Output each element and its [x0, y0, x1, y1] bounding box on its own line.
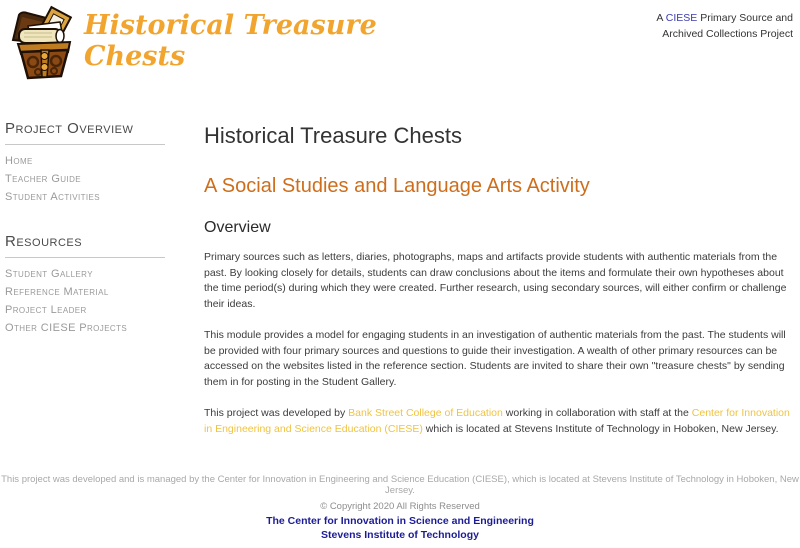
main-content: [204, 118, 796, 453]
tagline-line2: Archived Collections Project: [662, 28, 793, 40]
sidebar-item-student-gallery[interactable]: Student Gallery: [5, 268, 93, 280]
copyright-block: [0, 500, 800, 542]
overview-paragraph-3: [204, 406, 796, 437]
sidebar-item-project-leader[interactable]: Project Leader: [5, 304, 87, 316]
sidebar: [5, 120, 165, 364]
sidebar-section-resources: [5, 233, 165, 337]
bank-street-college-link[interactable]: Bank Street College of Education: [348, 407, 503, 419]
ciese-link[interactable]: CIESE: [665, 12, 698, 24]
ciese-footer-link[interactable]: The Center for Innovation in Science and Engineering: [266, 515, 534, 527]
stevens-footer-link[interactable]: Stevens Institute of Technology: [321, 529, 479, 541]
paragraph3-part1: This project was developed by: [204, 407, 349, 419]
footer-note: This project was developed and is managed by the Center for Innovation in Engineering and Science Education (CIESE), which is located at Stevens Institute of Technology in Hoboken, New Jersey.: [1, 474, 799, 496]
treasure-chest-icon: [8, 4, 78, 84]
site-tagline: [656, 10, 793, 42]
tagline-part1: A: [656, 12, 666, 24]
logo-title-line1: Historical Treasure: [84, 10, 377, 41]
sidebar-item-student-activities[interactable]: Student Activities: [5, 191, 100, 203]
sidebar-item-home[interactable]: Home: [5, 155, 33, 167]
site-logo[interactable]: [8, 4, 377, 84]
sidebar-item-teacher-guide[interactable]: Teacher Guide: [5, 173, 81, 185]
overview-paragraph-2: This module provides a model for engaging students in an investigation of authentic materials from the past. The students will be provided with four primary sources and questions to guide their investigation. A wealth of other primary resources can be accessed on the websites listed in the reference section. Students are invited to share their own "treasure chests" by sending them in for posting in the Student Gallery.: [204, 329, 786, 388]
sidebar-heading-resources: Resources: [5, 233, 165, 258]
overview-paragraph-1: Primary sources such as letters, diaries, photographs, maps and artifacts provide students with authentic materials from the past. By looking closely for details, students can draw conclusions about the items and formulate their own hypotheses about the time period(s) during which they were created. Further research, using secondary sources, will either confirm or challenge their ideas.: [204, 251, 787, 310]
tagline-part2: Primary Source and: [697, 12, 793, 24]
overview-heading: Overview: [204, 219, 271, 236]
page-title: Historical Treasure Chests: [204, 123, 462, 148]
sidebar-heading-project-overview: Project Overview: [5, 120, 165, 145]
ciese-center-link[interactable]: Center for Innovation in Engineering and Science Education (CIESE): [204, 407, 790, 435]
paragraph3-part2: working in collaboration with staff at the: [502, 407, 692, 419]
sidebar-item-reference-material[interactable]: Reference Material: [5, 286, 109, 298]
sidebar-item-other-ciese-projects[interactable]: Other CIESE Projects: [5, 322, 128, 334]
copyright-text: © Copyright 2020 All Rights Reserved: [320, 501, 480, 512]
paragraph3-part3: which is located at Stevens Institute of Technology in Hoboken, New Jersey.: [422, 422, 779, 435]
logo-title-line2: Chests: [84, 41, 186, 72]
page-subtitle: A Social Studies and Language Arts Activity: [204, 175, 590, 197]
sidebar-section-project-overview: [5, 120, 165, 206]
logo-title: [84, 10, 377, 72]
